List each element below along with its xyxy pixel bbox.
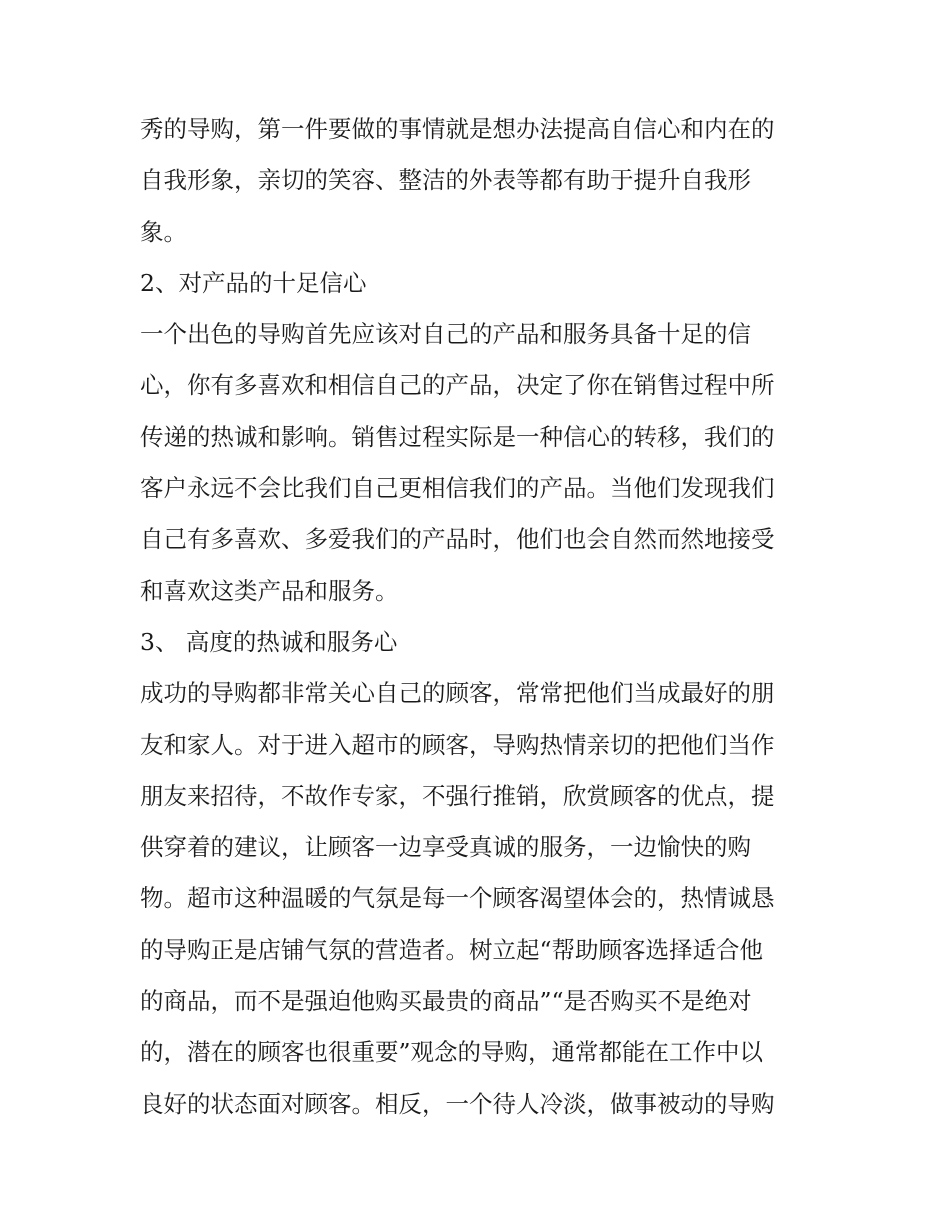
- paragraph-line: 成功的导购都非常关心自己的顾客，常常把他们当成最好的朋: [140, 679, 775, 708]
- paragraph-line: 的导购正是店铺气氛的营造者。树立起“帮助顾客选择适合他: [140, 935, 764, 964]
- section-heading-3: 3、 高度的热诚和服务心: [140, 627, 398, 656]
- paragraph-line: 一个出色的导购首先应该对自己的产品和服务具备十足的信: [140, 320, 751, 349]
- paragraph-line: 传递的热诚和影响。销售过程实际是一种信心的转移，我们的: [140, 422, 775, 451]
- paragraph-line: 自我形象，亲切的笑容、整洁的外表等都有助于提升自我形: [140, 166, 751, 195]
- paragraph-line: 心，你有多喜欢和相信自己的产品，决定了你在销售过程中所: [140, 371, 775, 400]
- paragraph-line: 象。: [140, 217, 187, 246]
- paragraph-line: 自己有多喜欢、多爱我们的产品时，他们也会自然而然地接受: [140, 525, 775, 554]
- paragraph-line: 秀的导购，第一件要做的事情就是想办法提高自信心和内在的: [140, 115, 775, 143]
- paragraph-line: 和喜欢这类产品和服务。: [140, 576, 399, 605]
- paragraph-line: 客户永远不会比我们自己更相信我们的产品。当他们发现我们: [140, 474, 775, 503]
- paragraph-line: 的，潜在的顾客也很重要”观念的导购，通常都能在工作中以: [140, 1038, 764, 1067]
- paragraph-line: 物。超市这种温暖的气氛是每一个顾客渴望体会的，热情诚恳: [140, 884, 775, 913]
- paragraph-line: 供穿着的建议，让顾客一边享受真诚的服务，一边愉快的购: [140, 833, 751, 862]
- paragraph-line: 的商品，而不是强迫他购买最贵的商品”“是否购买不是绝对: [140, 987, 752, 1016]
- paragraph-line: 朋友来招待，不故作专家，不强行推销，欣赏顾客的优点，提: [140, 781, 775, 810]
- paragraph-line: 良好的状态面对顾客。相反，一个待人冷淡，做事被动的导购: [140, 1089, 775, 1118]
- paragraph-line: 友和家人。对于进入超市的顾客，导购热情亲切的把他们当作: [140, 730, 775, 759]
- section-heading-2: 2、对产品的十足信心: [140, 268, 367, 297]
- document-body: [140, 104, 830, 1130]
